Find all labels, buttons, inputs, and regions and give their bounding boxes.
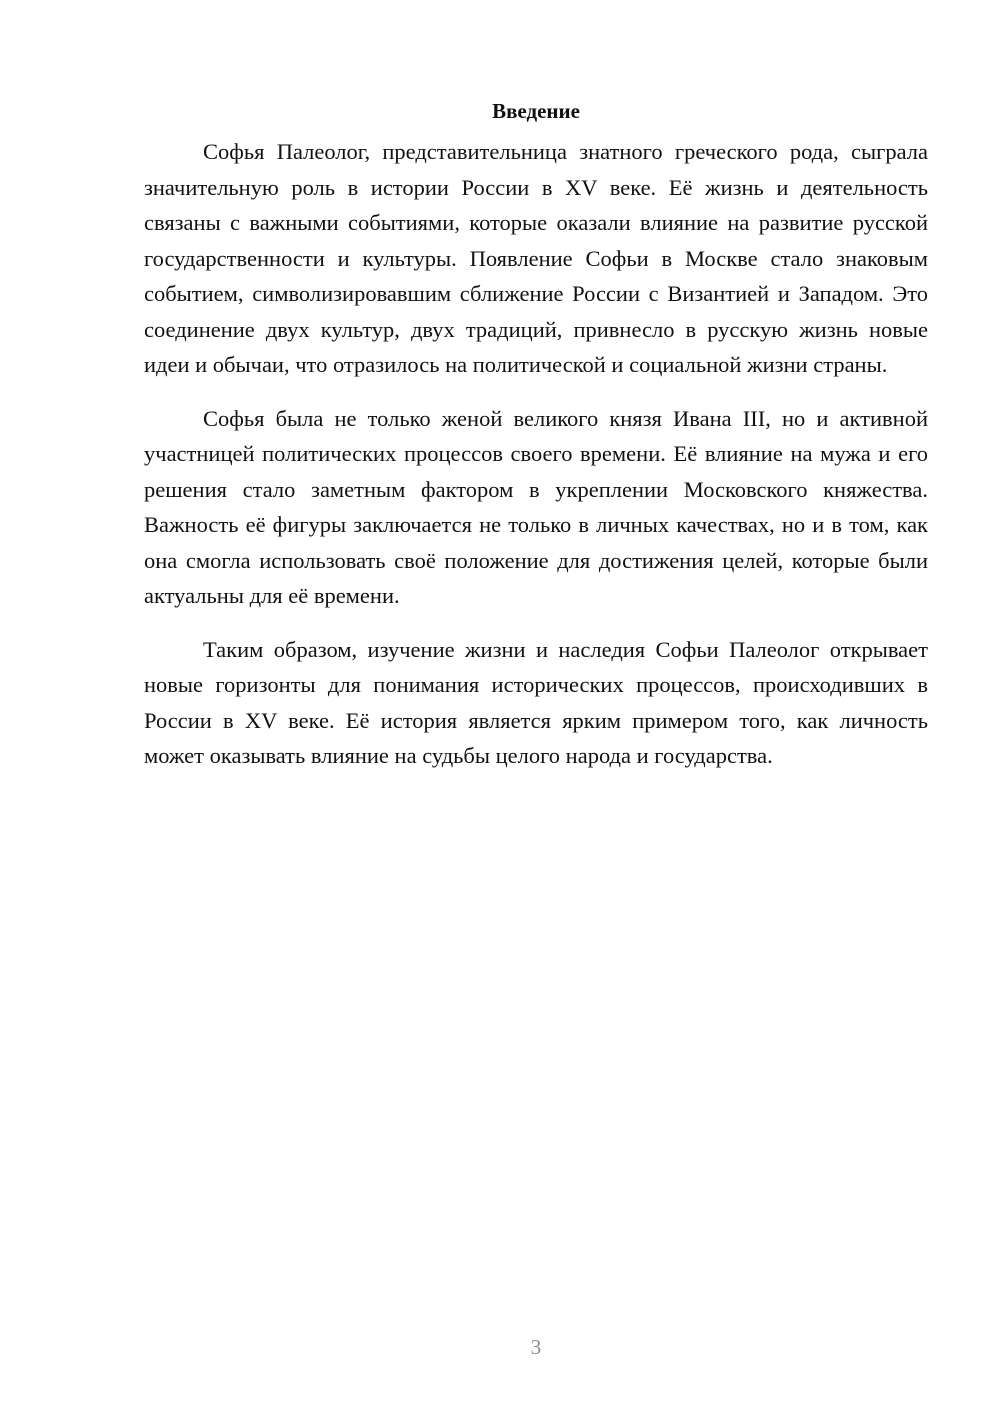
document-body bbox=[144, 94, 928, 774]
paragraph-1: Софья Палеолог, представительница знатного греческого рода, сыграла значительную роль в истории России в XV веке. Её жизнь и деятельность связаны с важными событиями, которые оказали влияние на развитие русской государственности и культуры. Появление Софьи в Москве стало знаковым событием, символизировавшим сближение России с Византией и Западом. Это соединение двух культур, двух традиций, привнесло в русскую жизнь новые идеи и обычаи, что отразилось на политической и социальной жизни страны. bbox=[144, 139, 928, 377]
section-title: Введение bbox=[492, 99, 580, 123]
page-number: 3 bbox=[530, 1335, 542, 1359]
paragraph-2: Софья была не только женой великого князя Ивана III, но и активной участницей политических процессов своего времени. Её влияние на мужа и его решения стало заметным фактором в укреплении Московского княжества. Важность её фигуры заключается не только в личных качествах, но и в том, как она смогла использовать своё положение для достижения целей, которые были актуальны для её времени. bbox=[144, 405, 928, 608]
paragraph-3: Таким образом, изучение жизни и наследия Софьи Палеолог открывает новые горизонты для понимания исторических процессов, происходивших в России в XV веке. Её история является ярким примером того, как личность может оказывать влияние на судьбы целого народа и государства. bbox=[144, 636, 928, 768]
